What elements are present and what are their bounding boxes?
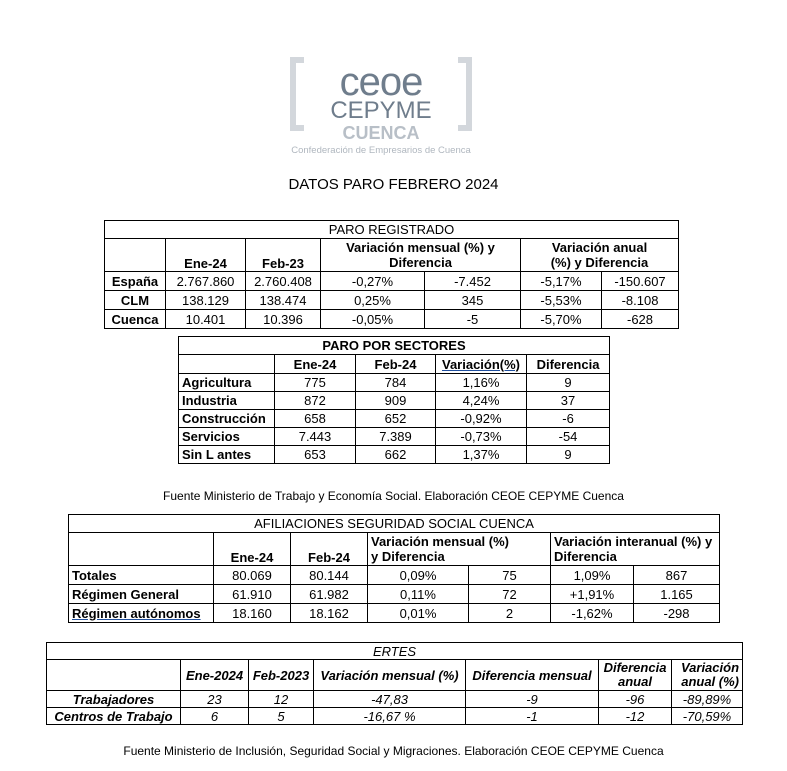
cell-value: -5,17%: [540, 273, 582, 289]
col-header: Diferencia: [527, 355, 610, 374]
cell-value: -628: [626, 311, 654, 327]
row-label: Servicios: [182, 429, 240, 444]
table-row: [105, 291, 679, 310]
table-row: [179, 410, 610, 428]
cell-value: 658: [304, 411, 326, 426]
row-label: Construcción: [182, 411, 266, 426]
table-title: ERTES: [47, 643, 743, 660]
svg-text:ceoe: ceoe: [339, 60, 423, 104]
cell-value: -12: [625, 708, 645, 724]
col-header: Variación mensual (%) y Diferencia: [321, 239, 521, 272]
table-title: AFILIACIONES SEGURIDAD SOCIAL CUENCA: [69, 515, 720, 533]
cell-value: 0,01%: [399, 605, 437, 621]
cell-value: 1.165: [660, 586, 693, 602]
svg-text:CEPYME: CEPYME: [330, 97, 432, 124]
cell-value: -5,70%: [540, 311, 582, 327]
cell-value: 1,37%: [462, 447, 500, 462]
cell-value: -9: [526, 691, 538, 707]
col-header: Variación mensual (%) y Diferencia: [368, 533, 551, 566]
cell-value: 80.144: [309, 567, 349, 583]
cell-value: 72: [502, 586, 517, 602]
cell-value: +1,91%: [569, 586, 615, 602]
cell-value: 138.474: [259, 292, 307, 308]
cell-value: 775: [304, 375, 326, 390]
source-note: Fuente Ministerio de Inclusión, Seguridad Social y Migraciones. Elaboración CEOE CEPYME Cuenca: [123, 744, 664, 758]
cell-value: 9: [564, 447, 572, 462]
cell-value: -89,89%: [682, 691, 732, 707]
cell-value: 909: [384, 393, 407, 408]
cell-value: 10.396: [263, 311, 303, 327]
col-header: Variación mensual (%): [314, 660, 466, 691]
cell-value: -150.607: [614, 273, 666, 289]
col-header: Variación interanual (%) y Diferencia: [551, 533, 720, 566]
cell-value: 662: [384, 447, 407, 462]
cell-value: -1,62%: [571, 605, 613, 621]
cell-value: 1,16%: [462, 375, 500, 390]
cell-value: 23: [207, 691, 222, 707]
cell-value: -0,73%: [460, 429, 502, 444]
col-header: Variación(%): [441, 356, 521, 372]
cell-value: 2.760.408: [254, 273, 312, 289]
cell-value: -0,92%: [460, 411, 502, 426]
cell-value: -0,27%: [351, 273, 394, 289]
table-row: [69, 566, 720, 585]
cell-value: 784: [384, 375, 407, 390]
row-label: Cuenca: [111, 311, 159, 327]
row-label: Régimen autónomos: [72, 605, 201, 621]
col-header: Diferencia mensual: [466, 660, 599, 691]
table-row: [179, 428, 610, 446]
table-row: [105, 272, 679, 291]
cell-value: -0,05%: [351, 311, 394, 327]
cell-value: -7.452: [454, 273, 491, 289]
cell-value: -54: [558, 429, 578, 444]
paro-registrado-table: [104, 220, 679, 329]
col-header: Feb-24: [291, 533, 368, 566]
cell-value: 2.767.860: [176, 273, 235, 289]
table-row: [69, 604, 720, 623]
table-title: PARO POR SECTORES: [179, 337, 610, 355]
cell-value: 18.160: [232, 605, 272, 621]
cell-value: 12: [273, 691, 289, 707]
svg-text:CUENCA: CUENCA: [342, 123, 420, 143]
cell-value: 18.162: [309, 605, 349, 621]
table-row: [179, 446, 610, 464]
row-label: Régimen General: [72, 586, 179, 602]
col-header: Variación anual (%): [672, 660, 743, 691]
row-label: Sin L antes: [182, 447, 252, 462]
row-label: España: [111, 273, 159, 289]
table-row: [47, 708, 743, 725]
cell-value: 653: [304, 447, 326, 462]
cell-value: -47,83: [371, 691, 408, 707]
cell-value: -1: [526, 708, 538, 724]
col-header: Feb-2023: [249, 660, 314, 691]
cell-value: 37: [560, 393, 576, 408]
page-title: DATOS PARO FEBRERO 2024: [288, 176, 499, 193]
table-row: [47, 691, 743, 708]
paro-sectores-table: [178, 336, 610, 464]
cell-value: 0,25%: [354, 292, 391, 308]
table-row: [179, 392, 610, 410]
cell-value: 4,24%: [462, 393, 500, 408]
col-header: Feb-24: [356, 355, 436, 374]
cell-value: 0,11%: [400, 586, 436, 602]
col-header: Ene-24: [214, 533, 291, 566]
cell-value: -8.108: [621, 292, 659, 308]
cell-value: -5: [466, 311, 479, 327]
cell-value: -96: [625, 691, 645, 707]
cell-value: 61.982: [309, 586, 349, 602]
afiliaciones-table: [68, 514, 720, 623]
cell-value: 9: [564, 375, 572, 390]
cell-value: -6: [562, 411, 574, 426]
cell-value: 61.910: [232, 586, 272, 602]
source-note: Fuente Ministerio de Trabajo y Economía Social. Elaboración CEOE CEPYME Cuenca: [163, 489, 624, 503]
row-label: Centros de Trabajo: [54, 708, 173, 724]
cell-value: 1,09%: [573, 567, 611, 583]
table-title: PARO REGISTRADO: [105, 221, 679, 239]
row-label: CLM: [120, 292, 150, 308]
cell-value: 5: [277, 708, 285, 724]
cell-value: 138.129: [182, 292, 229, 308]
table-row: [179, 374, 610, 392]
cell-value: 7.443: [298, 429, 332, 444]
col-header: Ene-24: [166, 239, 246, 272]
row-label: Totales: [72, 567, 117, 583]
row-label: Industria: [182, 393, 237, 408]
table-row: [69, 585, 720, 604]
cell-value: -5,53%: [540, 292, 582, 308]
table-row: [105, 310, 679, 329]
col-header: Variación anual (%) y Diferencia: [521, 239, 679, 272]
col-header: Diferencia anual: [599, 660, 672, 691]
col-header: Feb-23: [246, 239, 321, 272]
col-header: Ene-2024: [181, 660, 249, 691]
cell-value: 6: [210, 708, 219, 724]
row-label: Trabajadores: [72, 691, 155, 707]
cell-value: 10.401: [185, 311, 226, 327]
cell-value: 7.389: [379, 429, 412, 444]
svg-text:Confederación de Empresarios d: Confederación de Empresarios de Cuenca: [291, 145, 471, 155]
row-label: Agricultura: [182, 375, 252, 390]
cell-value: 0,09%: [399, 567, 437, 583]
cell-value: 867: [665, 567, 688, 583]
ertes-table: [46, 642, 743, 725]
cell-value: 872: [304, 393, 326, 408]
cell-value: 345: [461, 292, 484, 308]
col-header: Ene-24: [275, 355, 356, 374]
cell-value: -298: [663, 605, 690, 621]
cell-value: 2: [505, 605, 514, 621]
cell-value: 75: [502, 567, 517, 583]
ceoe-cepyme-logo: [288, 55, 474, 155]
cell-value: -70,59%: [682, 708, 732, 724]
cell-value: 80.069: [232, 567, 272, 583]
cell-value: -16,67 %: [363, 708, 416, 724]
cell-value: 652: [384, 411, 407, 426]
